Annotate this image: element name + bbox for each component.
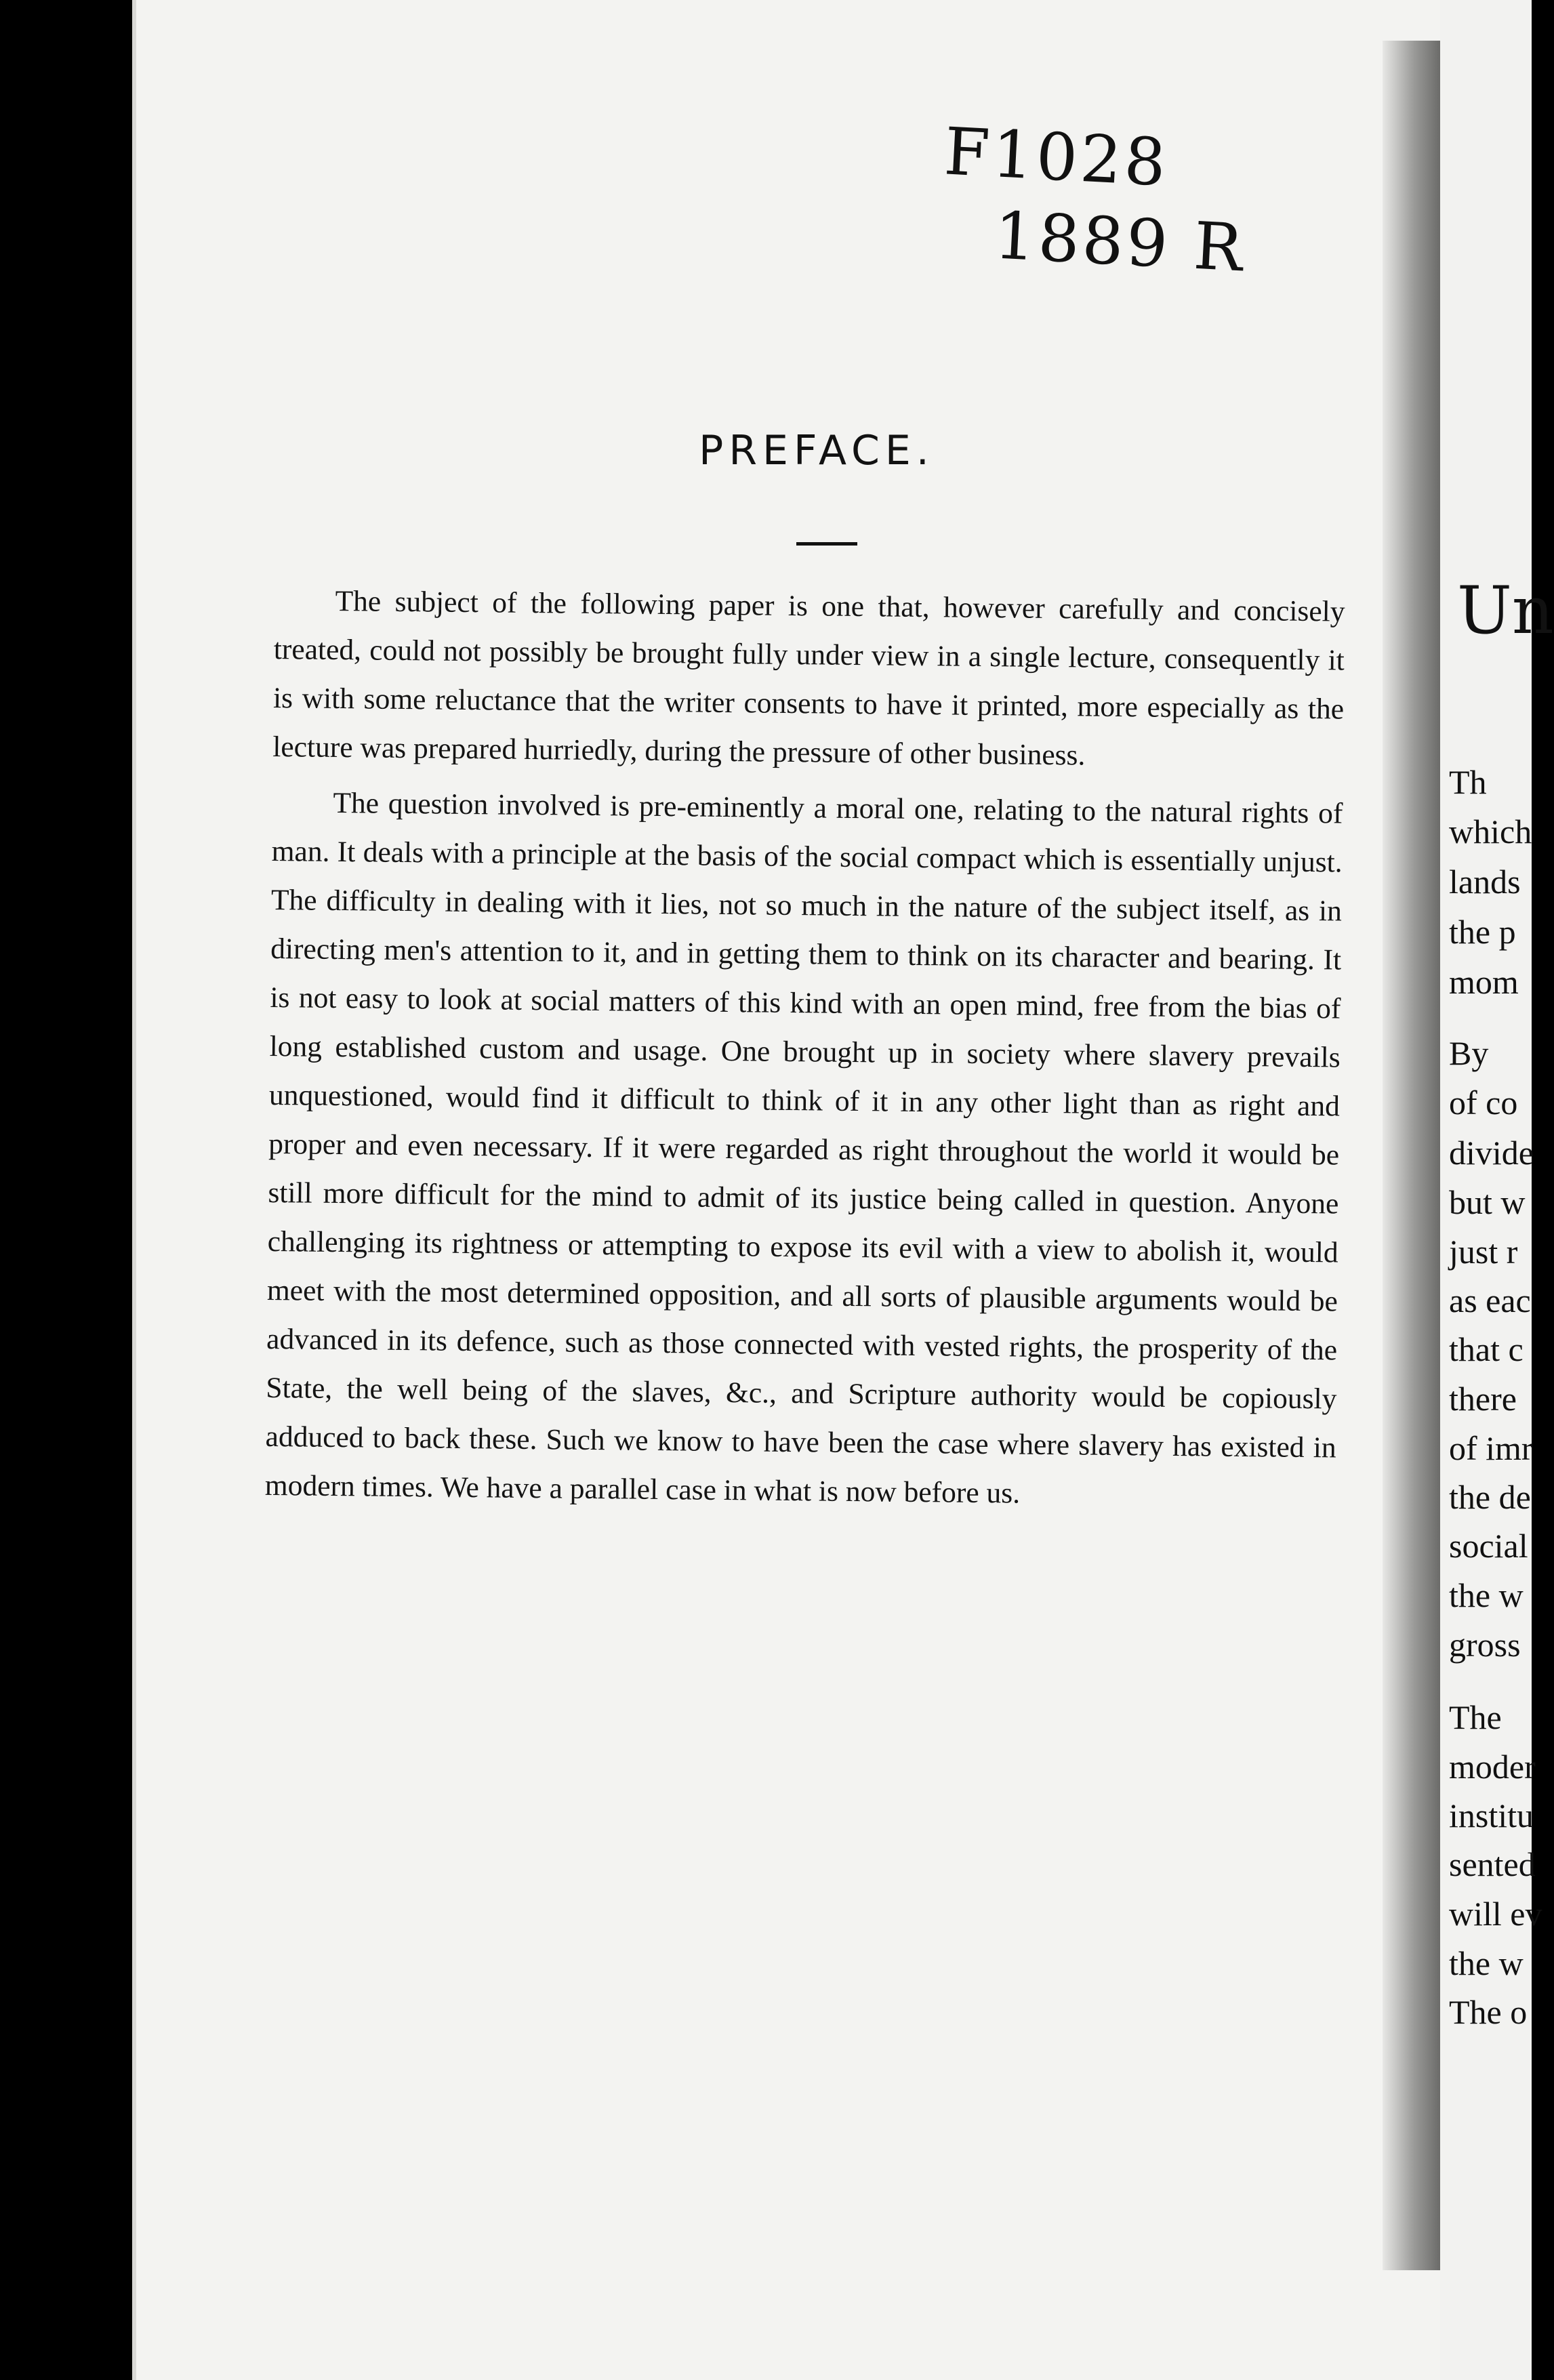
right-line-25: The o <box>1449 1993 1528 2031</box>
right-line-3: lands <box>1449 863 1521 901</box>
right-line-14: of imr <box>1449 1429 1533 1467</box>
right-line-24: the w <box>1449 1944 1524 1982</box>
call-number-line-1: F1028 <box>942 113 1170 201</box>
right-line-5: mom <box>1449 963 1519 1001</box>
right-line-19: The <box>1449 1698 1502 1736</box>
right-line-1: Th <box>1449 763 1487 801</box>
paragraph-1: The subject of the following paper is one that, however carefully and concisely treated, could not possibly be brought fully under view in a single lecture, consequently it is with some reluctance that the writer consents to have it printed, more especially as the lecture was prepared hurriedly, during the pressure of other business. <box>272 584 1345 772</box>
right-line-21: institu <box>1449 1797 1534 1834</box>
right-line-8: divide <box>1449 1134 1534 1172</box>
page-heading: PREFACE. <box>699 427 935 474</box>
page-gutter <box>1383 41 1440 2270</box>
right-line-18: gross <box>1449 1626 1521 1664</box>
right-line-17: the w <box>1449 1576 1524 1614</box>
right-line-22: sented <box>1449 1845 1536 1883</box>
paragraph-2: The question involved is pre-eminently a moral one, relating to the natural rights of man. It deals with a principle at the basis of the social compact which is essentially unjust. The difficulty in dealing with it lies, not so much in the nature of the subject itself, as in directing men's attention to it, and in getting them to think on its character and bearing. It is not easy to look at social matters of this kind with an open mind, free from the bias of long established custom and usage. One brought up in society where slavery prevails unquestioned, would find it difficult to think of it in any other light than as right and proper and even necessary. If it were regarded as right throughout the world it would be still more difficult for the mind to admit of its justice being called in question. Anyone challenging its rightness or attempting to expose its evil with a view to abolish it, would meet with the most determined opposition, and all sorts of plausible arguments would be advanced in its defence, such as those connected with vested rights, the prosperity of the State, the well being of the slaves, &c., and Scripture authority would be copiously adduced to back these. Such we know to have been the case where slavery has existed in modern times. We have a parallel case in what is now before us. <box>264 786 1343 1510</box>
heading-rule <box>796 542 857 546</box>
right-line-11: as eac <box>1449 1281 1531 1319</box>
right-line-23: will ev <box>1449 1895 1542 1933</box>
right-page-heading: Un <box>1457 573 1554 649</box>
right-line-4: the p <box>1449 913 1516 951</box>
right-line-7: of co <box>1449 1084 1518 1122</box>
right-line-9: but w <box>1449 1183 1526 1221</box>
right-line-20: moder <box>1449 1748 1536 1786</box>
right-line-16: social <box>1449 1527 1528 1565</box>
right-line-12: that c <box>1449 1330 1524 1368</box>
handwritten-call-number <box>938 110 1252 289</box>
right-line-10: just r <box>1449 1233 1518 1271</box>
right-line-6: By <box>1449 1034 1489 1072</box>
call-number-line-2: 1889 R <box>992 197 1248 287</box>
right-line-2: which <box>1449 813 1532 850</box>
right-line-15: the de <box>1449 1478 1531 1516</box>
right-line-13: there <box>1449 1380 1517 1418</box>
preface-body <box>264 576 1345 1527</box>
